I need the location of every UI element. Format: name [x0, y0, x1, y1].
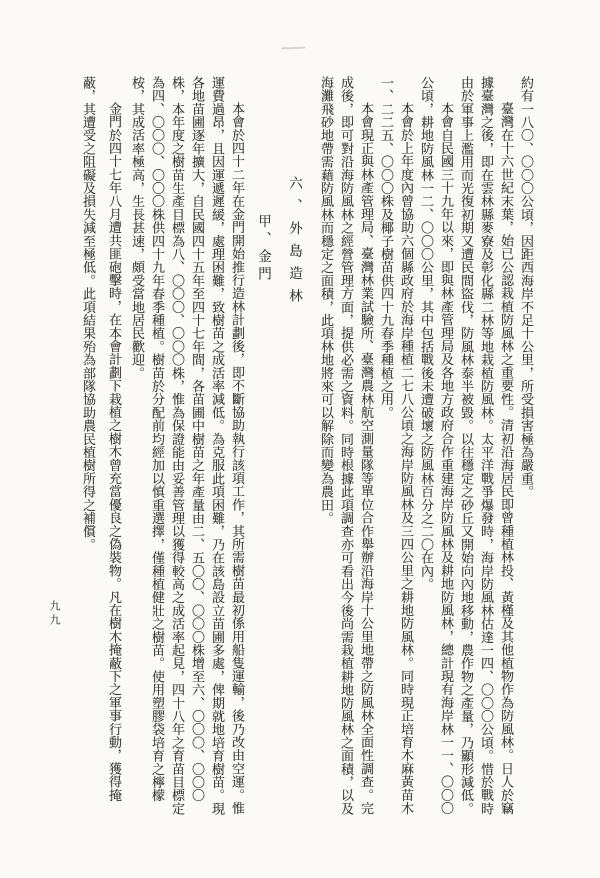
paragraph: 本會自民國三十九年以來，即與林產管理局及各地方政府合作重建海岸防風林及耕地防風林，總計現有海岸林一一、〇〇〇公頃，耕地防風林一二、〇〇〇公里，其中包括戰後未遭破壞之防風林百分之二〇在內。: [419, 76, 454, 815]
paragraph: 本會於四十二年在金門開始推行造林計劃後，即不斷協助執行該項工作，其所需樹苗最初係用船隻運輸，後乃改由空運。惟運費過昂，且因運遞遲緩，處理困難，致樹苗之成活率減低。為克服此項困難，乃在該島設立苗圃多處，俾期就地培育樹苗。現各地苗圃逐年擴大，自民國四十五年至四十七年間，各苗圃中樹苗之年產量由二、五〇〇、〇〇〇株增至六、〇〇〇、〇〇〇株，本年度之樹苗生產目標為八、〇〇〇、〇〇〇株，惟為保證能由妥善管理以獲得較高之成活率起見，四十八年之育苗目標定為四、〇〇〇、〇〇〇株供四十九年春季種植。樹苗於分配前均經加以慎重選擇，僅種植健壯之樹苗。使用塑膠袋培育之檸檬桉，其成活率極高，生長甚速，頗受當地居民歡迎。: [130, 76, 245, 816]
paragraph-continuation: 約有一八〇、〇〇〇公頃，因距西海岸不足十公里，所受損害極為嚴重。: [519, 76, 534, 499]
page-number: 九九: [48, 600, 60, 628]
section-heading: 六、外島造林: [287, 176, 302, 311]
paragraph: 臺灣在十六世紀末葉，始已公認栽植防風林之重要性。清初沿海居民即曾種植林投、黃槿及其他植物作為防風林。日人於竊據臺灣之後，即在雲林縣麥寮及彰化縣二林等地栽植防風林。太平洋戰爭爆發時，海岸防風林估達一四、〇〇〇公頃。惜於戰時由於軍事上濫用而光復初期又遭民間盜伐，防風林泰半被毀。以往穩定之砂丘又開始向內地移動，農作物之產量，乃顯形減低。: [459, 76, 514, 816]
paragraph: 本會現正與林產管理局、臺灣林業試驗所、臺灣農林航空測量隊等單位合作舉辦沿海岸十公里地帶之防風林全面性調查。完成後，即可對沿海防風林之經營管理方面，提供必需之資料。同時根據此項調查亦可看出今後尚需栽植耕地防風林之面積，以及海灘飛砂地帶需藉防風林而穩定之面積，此項林地將來可以解除而變為農田。: [319, 76, 374, 816]
scan-artifact: [281, 47, 305, 50]
document-body: [75, 76, 536, 816]
paragraph: 本會於上年度內曾協助六個縣政府於海岸種植二七八公頃之海岸防風林及三四公里之耕地防風林。同時現正培育木麻黃苗木一、二二五、〇〇〇株及椰子樹苗供四十九春季種植之用。: [379, 76, 414, 815]
paragraph: 金門於四十七年八月遭共匪砲擊時，在本會計劃下栽植之樹木曾充當優良之偽裝物。凡在樹木掩蔽下之軍事行動，獲得掩蔽，其遭受之阻礙及損失減至極低。此項結果殆為部隊協助農民植樹所得之補償。: [81, 76, 122, 802]
subsection-heading: 甲、金門: [256, 214, 271, 284]
